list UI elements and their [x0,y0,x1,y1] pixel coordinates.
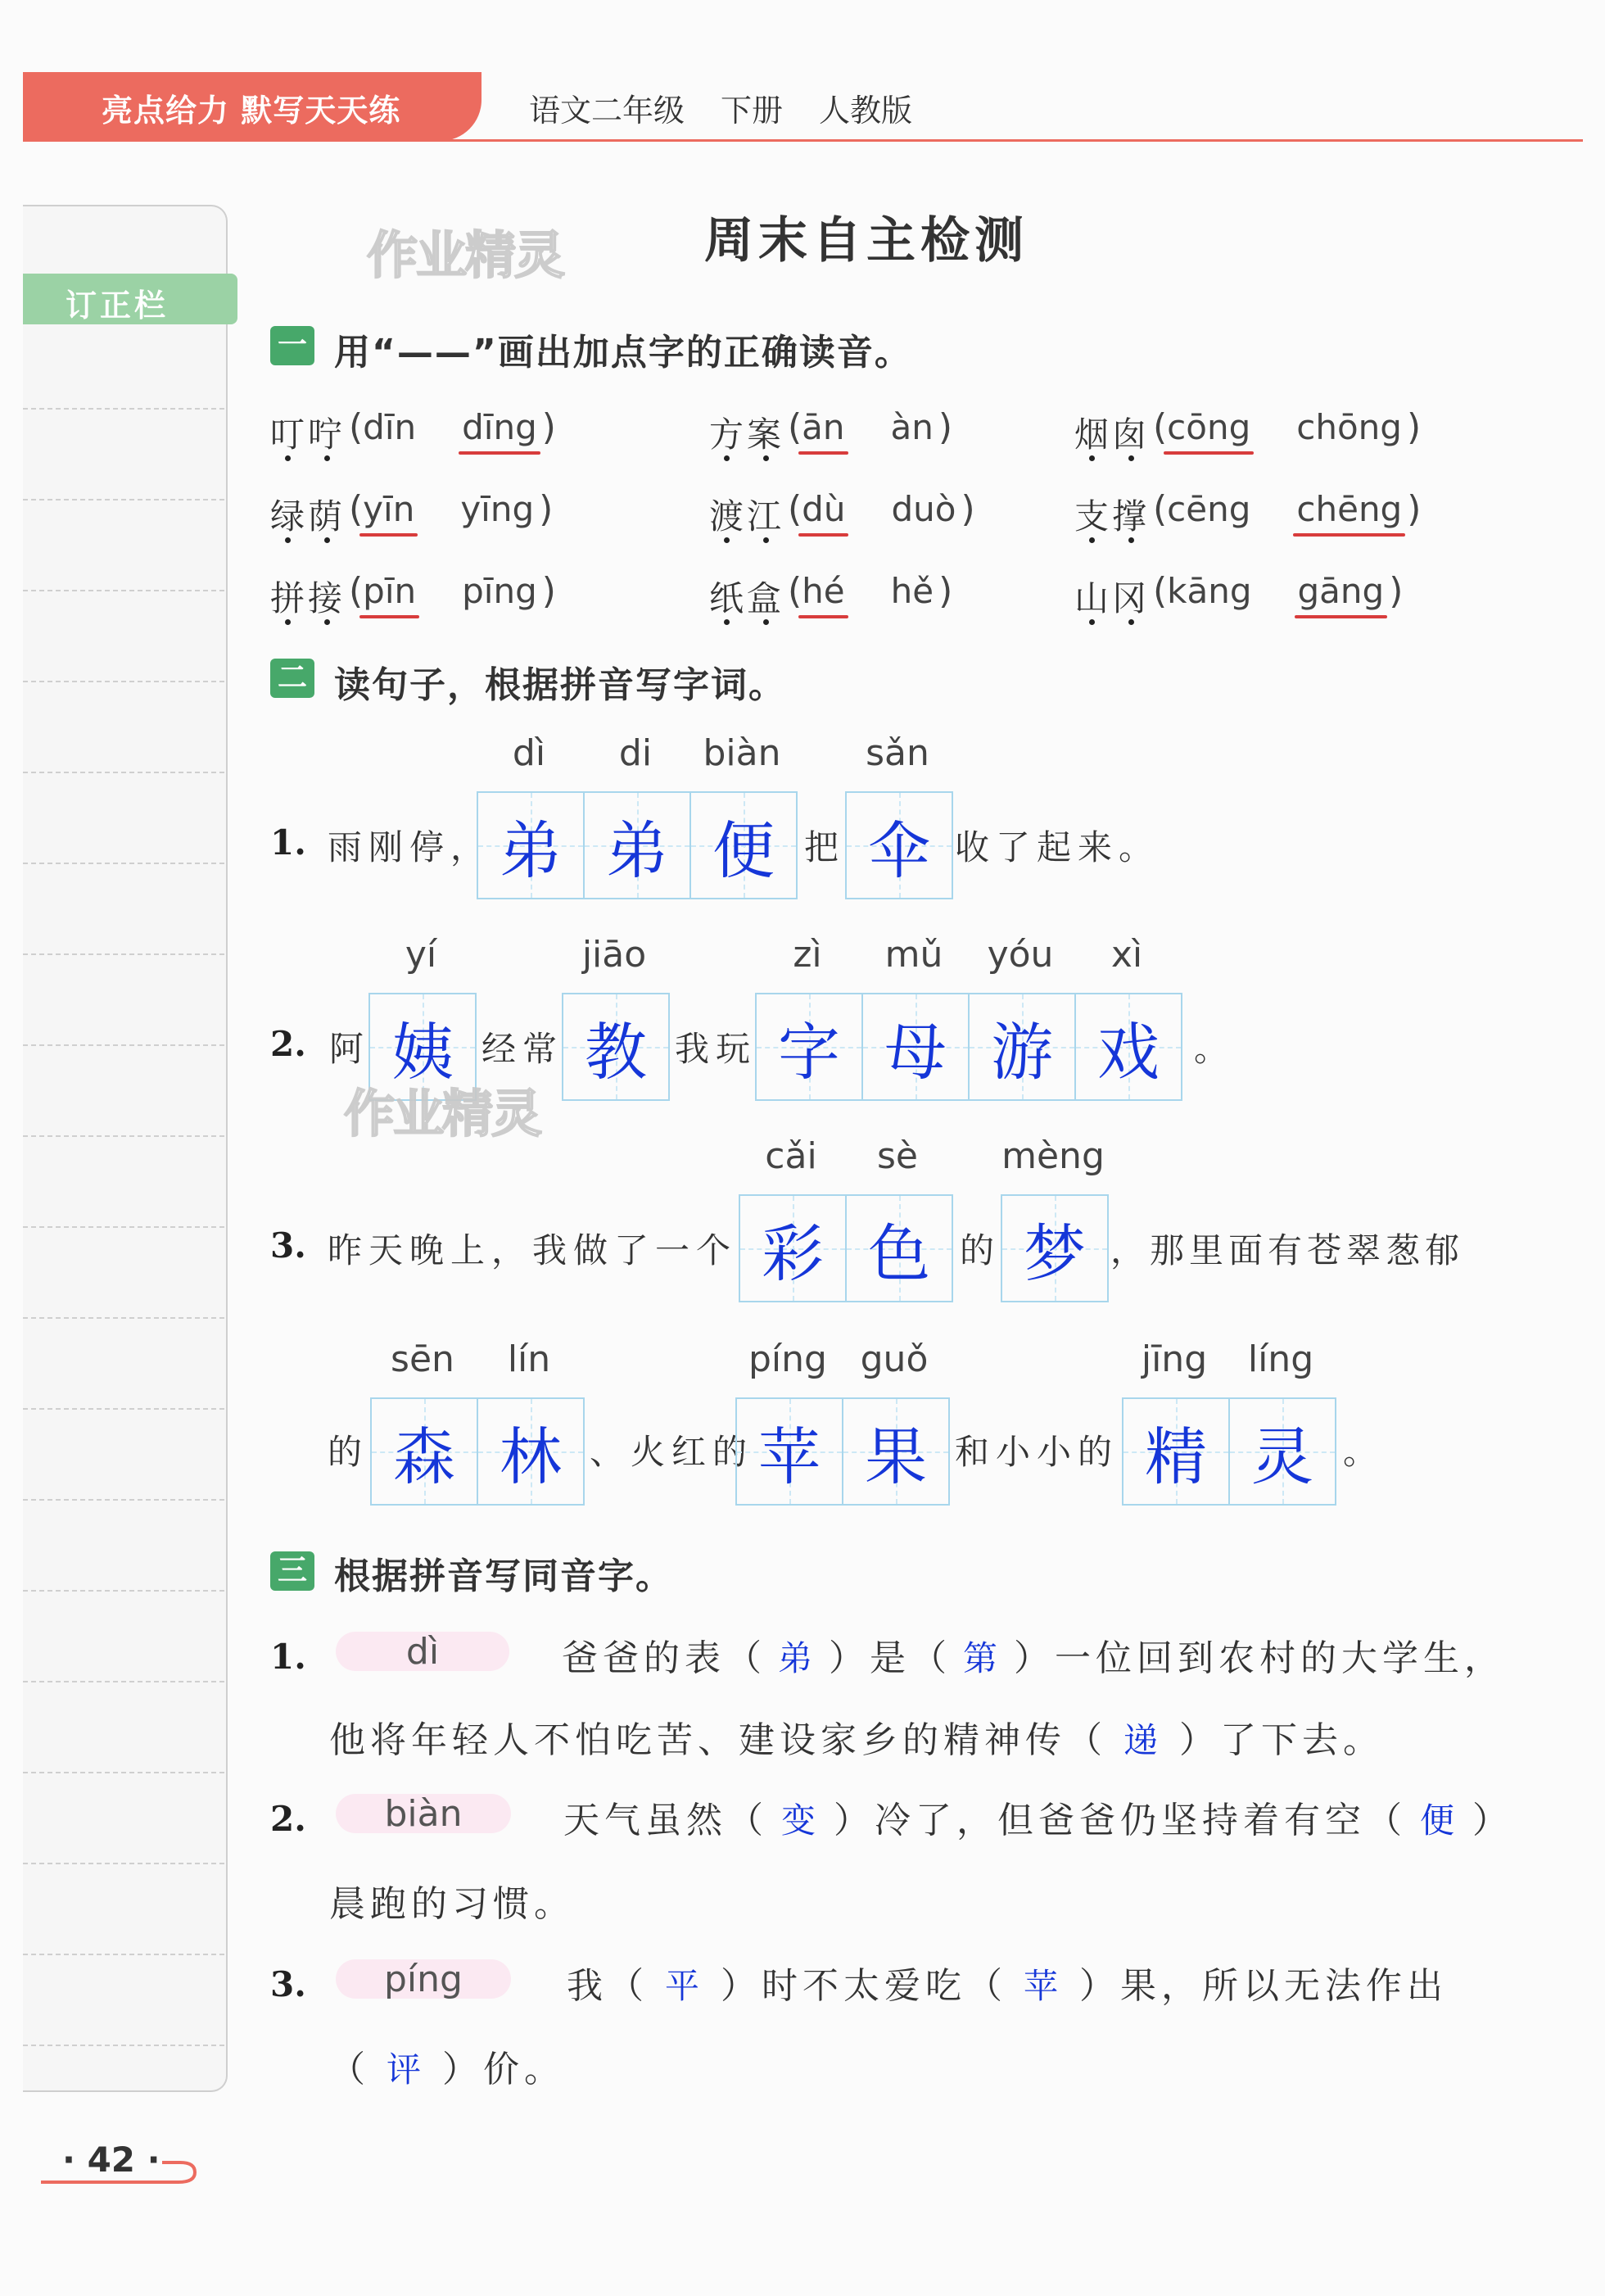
sentence1-number: 1. [270,822,306,863]
emphasis-dot [285,455,291,461]
answer-char-cell[interactable]: 便 [691,793,796,898]
emphasis-dot [724,619,730,625]
reading-word: 支撑 [1074,496,1151,537]
section2-instruction: 读句子，根据拼音写字词。 [334,664,786,706]
sidebar-ruled-line [23,408,224,410]
grid-pinyin-label: dì [512,732,546,774]
answer-char-cell[interactable]: 弟 [585,793,691,898]
q2-pinyin: biàn [336,1794,511,1833]
answer-char-cell[interactable]: 果 [843,1399,948,1504]
grid-pinyin-label: xì [1110,934,1143,976]
sentence3-text-d: 的 [328,1432,369,1472]
q2-text-a: 天气虽然（ [563,1800,768,1841]
section2-badge: 二 [270,659,314,698]
grid-pinyin-label: jiāo [581,934,647,976]
sentence1-text-c: 收了起来。 [955,827,1160,867]
emphasis-dot [724,537,730,543]
reading-word: 烟囱 [1074,414,1151,455]
grid-pinyin-label: sè [877,1135,918,1177]
sidebar-ruled-line [23,1135,224,1137]
sentence2-grid-3 [755,993,1182,1101]
pinyin-options: (cēng chēng ) [1153,488,1421,530]
grid-pinyin-label: di [618,732,653,774]
answer-char-cell[interactable]: 色 [847,1196,952,1301]
emphasis-dot [285,619,291,625]
grid-pinyin-label: guǒ [860,1338,929,1380]
emphasis-dot [763,455,769,461]
q3-answer-2: 苹 [1024,1966,1064,2006]
watermark: 作业精灵 [367,225,564,285]
reading-word: 绿荫 [270,496,346,537]
emphasis-dot [1089,619,1095,625]
sentence2-number: 2. [270,1024,306,1064]
reading-word: 山冈 [1074,578,1151,618]
pinyin-option-1[interactable]: cēng [1167,489,1251,529]
emphasis-dot [1128,537,1134,543]
sentence2-text-d: 。 [1194,1029,1236,1069]
sentence3-grid-3 [370,1397,585,1506]
sidebar-ruled-line [23,590,224,591]
pinyin-option-2[interactable]: pīng [462,571,537,611]
grid-pinyin-label: cǎi [765,1135,817,1177]
pinyin-option-2[interactable]: chēng [1296,489,1402,529]
answer-char-cell[interactable]: 伞 [847,793,952,898]
pinyin-option-2[interactable]: àn [890,407,934,447]
grid-pinyin-label: yí [405,934,437,976]
sentence1-grid-2 [845,791,953,899]
emphasis-dot [324,537,330,543]
pinyin-option-2[interactable]: yīng [460,489,535,529]
reading-word: 纸盒 [709,578,785,618]
sidebar-ruled-line [23,1499,224,1501]
answer-char-cell[interactable]: 戏 [1076,994,1181,1099]
answer-char-cell[interactable]: 森 [372,1399,478,1504]
q1-number: 1. [270,1637,306,1677]
pinyin-option-1[interactable]: pīn [363,571,416,611]
pinyin-options: (cōng chōng ) [1153,406,1421,448]
answer-char-cell[interactable]: 灵 [1230,1399,1335,1504]
grid-pinyin-label: mǔ [884,934,943,976]
emphasis-dot [1089,455,1095,461]
pinyin-option-2[interactable]: dīng [462,407,537,447]
q3-text-a: 我（ [567,1965,649,2007]
grid-pinyin-label: zì [793,934,822,976]
q3-answer-1: 平 [665,1966,705,2006]
pinyin-options: (dīn dīng ) [349,406,556,448]
sentence3-grid-2 [1001,1194,1109,1302]
answer-underline [1293,533,1405,537]
page-number: · 42 · [62,2140,160,2180]
q2-answer-2: 便 [1420,1800,1460,1841]
header-tab [23,72,482,141]
grid-pinyin-label: yóu [987,934,1054,976]
sidebar-ruled-line [23,1590,224,1592]
answer-char-cell[interactable]: 教 [563,994,668,1099]
reading-word: 叮咛 [270,414,346,455]
reading-word: 渡江 [709,496,785,537]
q1-pinyin: dì [336,1632,509,1671]
pinyin-option-2[interactable]: duò [891,489,956,529]
watermark-2: 作业精灵 [344,1084,541,1143]
emphasis-dot [1128,455,1134,461]
q3-answer-3: 评 [387,2049,427,2090]
sidebar-ruled-line [23,1226,224,1228]
answer-char-cell[interactable]: 梦 [1002,1196,1107,1301]
sidebar-ruled-line [23,1317,224,1319]
correction-sidebar [23,205,228,2092]
grid-pinyin-label: sēn [391,1338,454,1380]
answer-underline [798,451,848,455]
q1-answer-2: 第 [963,1638,1003,1678]
sentence1-text-a: 雨刚停， [328,827,492,867]
sentence3-grid-1 [739,1194,953,1302]
answer-underline [359,615,419,618]
sentence3-text-b: 的 [960,1230,1001,1270]
answer-char-cell[interactable]: 游 [970,994,1076,1099]
answer-char-cell[interactable]: 姨 [370,994,475,1099]
sentence3-grid-5 [1122,1397,1336,1506]
q1-text-c: ）一位回到农村的大学生， [1014,1637,1506,1679]
emphasis-dot [285,537,291,543]
section3-badge: 三 [270,1551,314,1591]
q3-text-e: ）价。 [442,2049,566,2090]
q3-text-c: ）果，所以无法作出 [1079,1965,1449,2007]
sentence3-number: 3. [270,1225,306,1266]
sentence3-text-g: 。 [1343,1432,1385,1472]
emphasis-dot [763,619,769,625]
reading-word: 方案 [709,414,785,455]
answer-underline [359,533,418,537]
header-divider [23,139,1583,142]
q1-line2 [329,1710,1384,1763]
sentence2-text-b: 经常 [482,1029,564,1069]
sidebar-ruled-line [23,499,224,500]
sentence3-text-f: 和小小的 [955,1432,1119,1472]
answer-underline [1295,615,1388,618]
answer-char-cell[interactable]: 精 [1124,1399,1230,1504]
sentence3-text-e: 、火红的 [590,1432,754,1472]
q1-text-d: 他将年轻人不怕吃苦、建设家乡的精神传（ [329,1719,1107,1761]
grid-pinyin-label: sǎn [866,732,929,774]
grid-pinyin-label: biàn [703,732,781,774]
subject: 语文二年级 [529,93,685,129]
answer-char-cell[interactable]: 彩 [740,1196,847,1301]
q1-text-a: 爸爸的表（ [562,1637,766,1679]
pinyin-options: (pīn pīng ) [349,570,556,612]
pinyin-options: (kāng gāng ) [1153,570,1403,612]
q3-line1 [567,1956,1448,2008]
sentence2-grid-2 [562,993,670,1101]
q2-line1 [563,1791,1513,1843]
sentence2-text-c: 我玩 [675,1029,757,1069]
pinyin-option-2[interactable]: chōng [1296,407,1402,447]
pinyin-option-1[interactable]: cōng [1167,407,1250,447]
edition: 人教版 [819,93,913,129]
sidebar-ruled-line [23,1954,224,1955]
q1-line1 [562,1628,1505,1681]
answer-char-cell[interactable]: 弟 [478,793,585,898]
sidebar-ruled-line [23,681,224,682]
pinyin-option-1[interactable]: hé [802,571,844,611]
pinyin-option-1[interactable]: dīn [363,407,417,447]
pinyin-option-1[interactable]: kāng [1167,571,1252,611]
q3-text-d: （ [329,2049,370,2090]
q1-answer-1: 弟 [778,1638,818,1678]
q2-answer-1: 变 [781,1800,821,1841]
page-number-value: 42 [87,2140,136,2180]
grid-pinyin-label: líng [1247,1338,1314,1380]
emphasis-dot [1089,537,1095,543]
section3-instruction: 根据拼音写同音字。 [334,1556,673,1597]
emphasis-dot [1128,619,1134,625]
sidebar-ruled-line [23,772,224,773]
sentence1-grid-1 [477,791,798,899]
sidebar-ruled-line [23,1044,224,1046]
answer-char-cell[interactable]: 母 [863,994,970,1099]
sidebar-ruled-line [23,953,224,955]
pinyin-option-2[interactable]: gāng [1298,571,1385,611]
sidebar-ruled-line [23,1681,224,1682]
q1-answer-3: 递 [1124,1720,1164,1760]
grid-pinyin-label: mèng [1001,1135,1105,1177]
section1-badge: 一 [270,326,314,365]
sidebar-ruled-line [23,1772,224,1773]
header-subtitle [529,85,948,130]
pinyin-option-1[interactable]: yīn [363,489,414,529]
sidebar-ruled-line [23,2045,224,2046]
emphasis-dot [324,455,330,461]
answer-char-cell[interactable]: 林 [478,1399,583,1504]
q1-text-b: ）是（ [829,1637,952,1679]
brand-title: 亮点给力 默写天天练 [102,93,401,129]
q3-number: 3. [270,1964,306,2004]
page-title: 周末自主检测 [704,212,1029,269]
pinyin-options: (yīn yīng ) [349,488,553,530]
pinyin-option-2[interactable]: hě [890,571,934,611]
q1-text-e: ）了下去。 [1179,1719,1385,1761]
correction-label-badge [23,274,237,324]
pinyin-options: (hé hě ) [788,570,952,612]
answer-underline [798,615,848,618]
emphasis-dot [724,455,730,461]
answer-underline [798,533,848,537]
answer-char-cell[interactable]: 苹 [737,1399,843,1504]
sentence3-text-a: 昨天晚上，我做了一个 [328,1230,738,1270]
emphasis-dot [324,619,330,625]
pinyin-option-1[interactable]: ān [802,407,844,447]
grid-pinyin-label: lín [507,1338,551,1380]
section1-instruction: 用“——”画出加点字的正确读音。 [334,332,912,374]
q3-text-b: ）时不太爱吃（ [721,1965,1008,2007]
q2-text-c: ） [1472,1800,1514,1841]
emphasis-dot [763,537,769,543]
sentence3-text-c: ，那里面有苍翠葱郁 [1110,1230,1465,1270]
sidebar-ruled-line [23,863,224,864]
reading-word: 拼接 [270,578,346,618]
pinyin-option-1[interactable]: dù [802,489,845,529]
sentence2-text-a: 阿 [329,1029,371,1069]
answer-underline [1164,451,1254,455]
q2-line2: 晨跑的习惯。 [329,1883,575,1925]
grid-pinyin-label: píng [748,1338,827,1380]
sentence1-text-b: 把 [804,827,846,867]
sidebar-ruled-line [23,1408,224,1410]
pinyin-options: (dù duò ) [788,488,975,530]
pinyin-options: (ān àn ) [788,406,952,448]
q3-pinyin: píng [336,1959,511,1999]
q3-line2 [329,2040,565,2092]
answer-char-cell[interactable]: 字 [757,994,863,1099]
correction-label: 订正栏 [66,288,170,324]
q2-text-b: ）冷了，但爸爸仍坚持着有空（ [834,1800,1408,1841]
sentence3-grid-4 [735,1397,950,1506]
grid-pinyin-label: jīng [1141,1338,1208,1380]
answer-underline [459,451,540,455]
volume: 下册 [721,93,784,129]
sidebar-ruled-line [23,1863,224,1864]
q2-number: 2. [270,1799,306,1839]
page-number-underline-icon [39,2158,203,2190]
